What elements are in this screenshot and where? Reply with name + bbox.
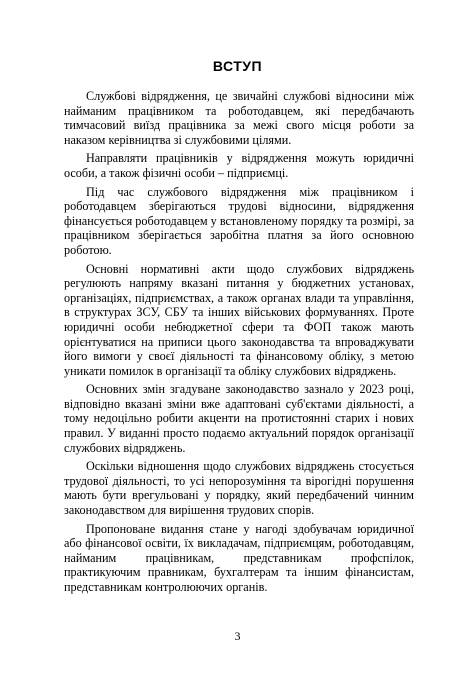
- paragraph-1: Службові відрядження, це звичайні службові відносини між найманим працівником та роботодавцем, які передбачають тимчасовий виїзд працівника за межі свого місця роботи за наказом керівництва зі службовими цілями.: [64, 89, 414, 147]
- page-number: 3: [234, 629, 241, 643]
- paragraph-7: Пропоноване видання стане у нагоді здобувачам юридичної або фінансової освіти, їх викладачам, підприємцям, роботодавцям, найманим працівникам, представникам профспілок, практикуючим правникам, бухгалтерам та іншим фінансистам, представникам контролюючих органів.: [64, 521, 414, 594]
- paragraph-3: Під час службового відрядження між працівником і роботодавцем зберігаються трудові відносини, відрядження фінансується роботодавцем у встановленому порядку та розмірі, за працівником зберігається заробітна платня за його основною роботою.: [64, 184, 414, 257]
- page-title: ВСТУП: [212, 58, 263, 74]
- paragraph-6: Оскільки відношення щодо службових відряджень стосується трудової діяльності, то усі непорозуміння та вірогідні порушення мають бути врегульовані у порядку, який передбачений чинним законодавством для вирішення трудових спорів.: [64, 459, 414, 518]
- paragraph-5: Основних змін згадуване законодавство зазнало у 2023 році, відповідно вказані зміни вже адаптовані суб'єктами діяльності, а тому недоцільно робити акценти на протистоянні старих і нових правил. У виданні просто подаємо актуальний порядок організації службових відряджень.: [64, 382, 414, 455]
- body-text: [64, 89, 414, 599]
- paragraph-4: Основні нормативні акти щодо службових відряджень регулюють напряму вказані питання у бюджетних установах, організаціях, підприємствах, а також органах влади та управління, в структурах ЗСУ, СБУ та інших військових формуваннях. Проте юридичні особи небюджетної сфери та ФОП також мають орієнтуватися на приписи цього законодавства та впроваджувати його вимоги у своєї діяльності та фінансовому обліку, з метою уникати помилок в організації та обліку службових відряджень.: [64, 261, 414, 378]
- paragraph-2: Направляти працівників у відрядження можуть юридичні особи, а також фізичні особи – підприємці.: [64, 151, 414, 180]
